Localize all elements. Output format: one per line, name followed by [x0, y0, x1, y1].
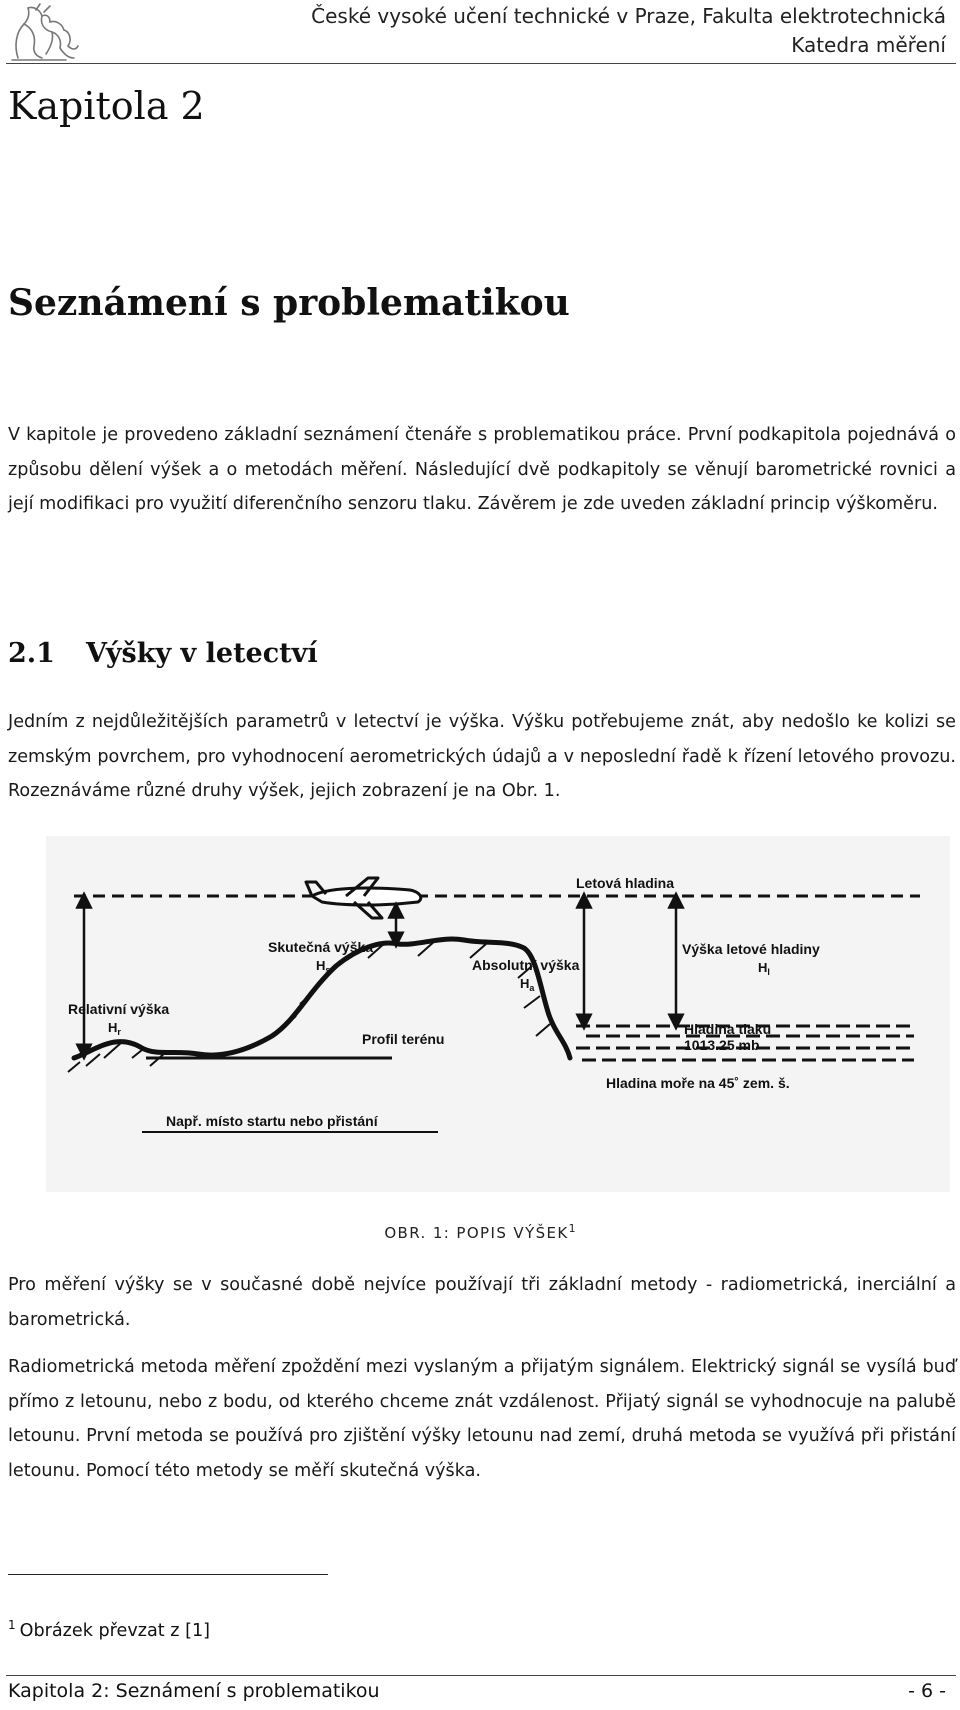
footnote-text: Obrázek převzat z [1] — [19, 1620, 211, 1641]
label-relative-height-sub: r — [117, 1027, 121, 1037]
header-institution: České vysoké učení technické v Praze, Fakulta elektrotechnická — [311, 4, 946, 28]
label-flight-level: Letová hladina — [576, 875, 675, 891]
intro-paragraph: V kapitole je provedeno základní seznámení čtenáře s problematikou práce. První podkapitola pojednává o způsobu dělení výšek a o metodách měření. Následující dvě podkapitoly se věnují barometrické rovnici a její modifikaci pro využití diferenčního senzoru tlaku. Závěrem je zde uveden základní princip výškoměru. — [8, 425, 956, 514]
label-flight-level-height-symbol — [758, 960, 770, 977]
label-relative-height-symbol — [108, 1020, 121, 1037]
section-number: 2.1 — [8, 638, 55, 669]
label-takeoff-site: Např. místo startu nebo přistání — [166, 1113, 378, 1129]
footnote-divider — [8, 1574, 328, 1575]
paragraph-radiometric: Radiometrická metoda měření zpoždění mezi vyslaným a přijatým signálem. Elektrický signál se vysílá buď přímo z letounu, nebo z bodu, od kterého chceme znát vzdálenost. Přijatý signál se vyhodnocuje na palubě letounu. První metoda se používá pro zjištění výšky letounu nad zemí, druhá metoda se využívá při přistání letounu. Pomocí této metody se měří skutečná výška. — [8, 1357, 956, 1481]
label-flight-level-height-sub: l — [767, 967, 770, 977]
header-divider — [6, 63, 956, 64]
university-lion-logo — [6, 2, 88, 62]
label-flight-level-height-sym: H — [758, 960, 768, 975]
label-true-height-sym: H — [316, 958, 326, 973]
figure-caption — [0, 1222, 960, 1242]
footer-divider — [6, 1675, 956, 1676]
label-true-height: Skutečná výška — [268, 939, 374, 955]
heights-diagram — [46, 836, 950, 1192]
label-absolute-height-symbol — [520, 976, 535, 993]
chapter-title: Seznámení s problematikou — [8, 282, 570, 324]
footnote — [8, 1618, 210, 1641]
figure-caption-text: OBR. 1: POPIS VÝŠEK — [384, 1224, 569, 1242]
label-true-height-sub: s — [325, 965, 331, 975]
label-true-height-symbol — [316, 958, 330, 975]
footnote-number: 1 — [8, 1618, 16, 1632]
chapter-label: Kapitola 2 — [8, 84, 205, 128]
label-relative-height: Relativní výška — [68, 1001, 170, 1017]
label-relative-height-sym: H — [108, 1020, 118, 1035]
label-terrain-profile: Profil terénu — [362, 1031, 445, 1047]
aircraft-icon — [306, 878, 421, 918]
footer-chapter: Kapitola 2: Seznámení s problematikou — [8, 1680, 380, 1702]
label-flight-level-height: Výška letové hladiny — [682, 941, 820, 957]
label-absolute-height: Absolutní výška — [472, 957, 580, 973]
label-absolute-height-sym: H — [520, 976, 530, 991]
label-pressure-level-2: 1013.25 mb — [684, 1037, 760, 1053]
header-department: Katedra měření — [791, 33, 946, 57]
section-heading — [8, 638, 318, 669]
section-title: Výšky v letectví — [86, 638, 318, 669]
label-pressure-level-1: Hladina tlaku — [684, 1021, 772, 1037]
figure-caption-ref: 1 — [568, 1222, 576, 1235]
label-sea-level: Hladina moře na 45˚ zem. š. — [606, 1075, 790, 1091]
page-number: - 6 - — [908, 1680, 946, 1702]
paragraph-heights: Jedním z nejdůležitějších parametrů v letectví je výška. Výšku potřebujeme znát, aby nedošlo ke kolizi se zemským povrchem, pro vyhodnocení aerometrických údajů a v neposlední řadě k řízení letového provozu. Rozeznáváme různé druhy výšek, jejich zobrazení je na Obr. 1. — [8, 712, 956, 801]
label-absolute-height-sub: a — [529, 983, 535, 993]
paragraph-methods: Pro měření výšky se v současné době nejvíce používají tři základní metody - radiometrická, inerciální a barometrická. — [8, 1275, 956, 1330]
